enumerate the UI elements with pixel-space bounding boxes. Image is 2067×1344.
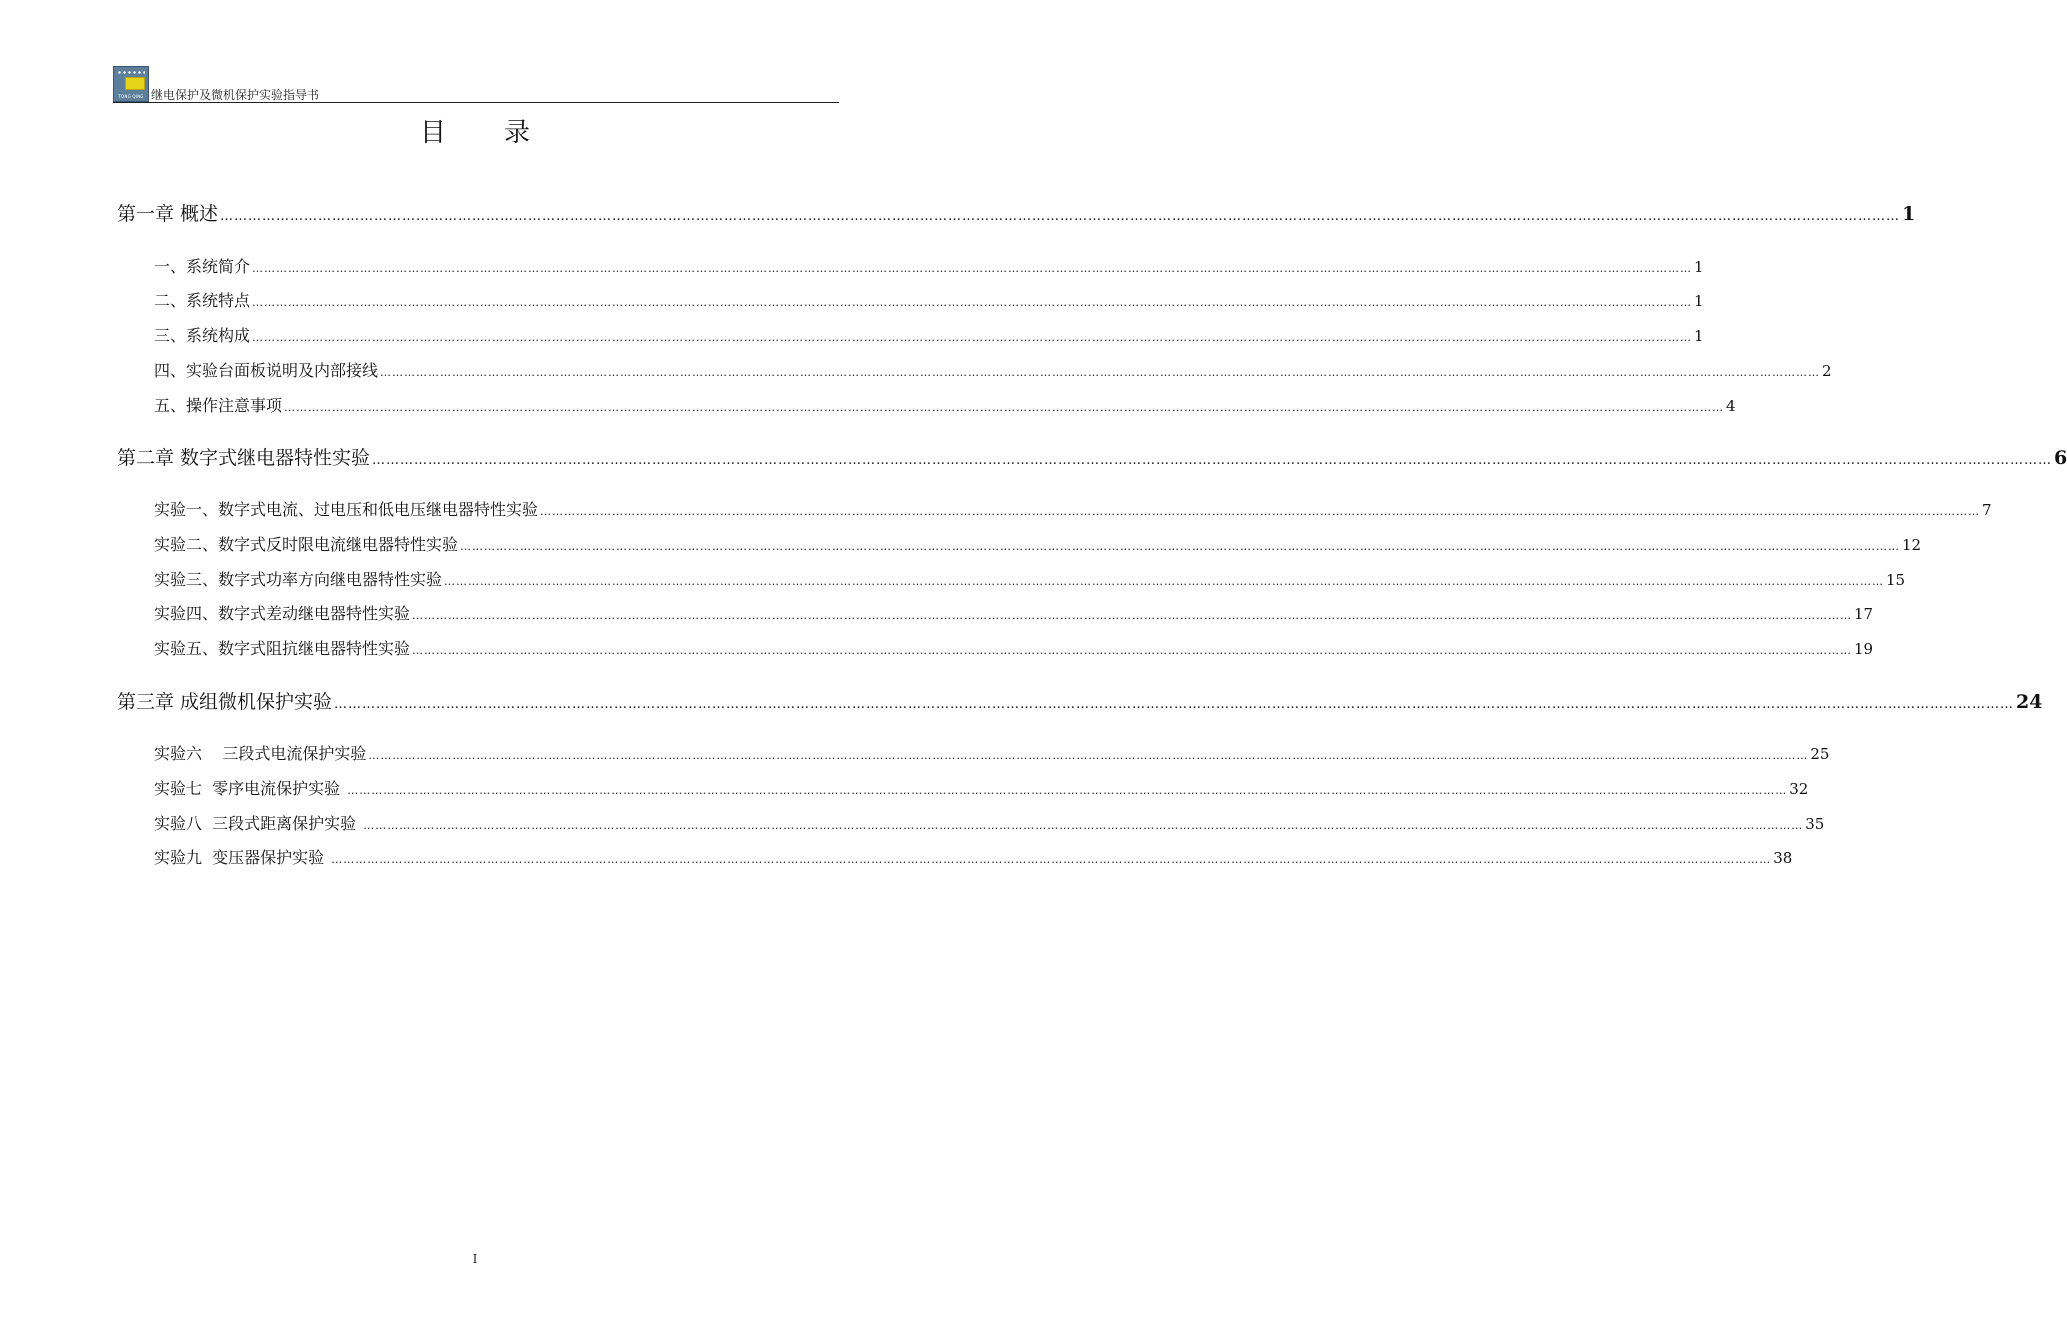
toc-page: 17: [1854, 605, 1874, 623]
toc-item[interactable]: [154, 497, 1992, 520]
toc-leader: ………………………………………………………………………………………………………………………………………………………………………………………………………………………………………………………………………………………………………………………………: [444, 575, 1885, 588]
toc-item[interactable]: [154, 845, 1793, 868]
toc-chapter-3[interactable]: [117, 687, 2043, 714]
toc-page: 32: [1789, 780, 1809, 798]
toc-label: 实验七 零序电流保护实验: [154, 779, 346, 798]
toc-leader: ………………………………………………………………………………………………………………………………………………………………………………………………………………………………………………………………………………………………………………………………: [412, 644, 1853, 657]
page-title: 目录: [419, 118, 588, 148]
toc-leader: ………………………………………………………………………………………………………………………………………………………………………………………………………………………………………………………………………………………………………………………………: [460, 540, 1901, 553]
toc-leader: ………………………………………………………………………………………………………………………………………………………………………………………………………………………………………………………………………………………………………………………………: [284, 401, 1725, 414]
toc-label: 实验一、数字式电流、过电压和低电压继电器特性实验: [154, 500, 539, 519]
toc-page: 35: [1805, 815, 1825, 833]
toc-label: 第二章 数字式继电器特性实验: [117, 447, 371, 469]
toc-page: 1: [1694, 258, 1704, 276]
page-number: I: [472, 1252, 478, 1266]
toc-item[interactable]: [154, 532, 1922, 555]
toc-item[interactable]: [154, 323, 1704, 346]
toc-item[interactable]: [154, 636, 1874, 659]
toc-page: 6: [2054, 447, 2067, 469]
header-title: 继电保护及微机保护实验指导书: [151, 88, 320, 102]
toc-page: 15: [1886, 571, 1906, 589]
logo-text: TONG QING: [118, 94, 144, 99]
toc-page: 4: [1726, 397, 1736, 415]
toc-label: 实验二、数字式反时限电流继电器特性实验: [154, 535, 459, 554]
header-divider: [113, 102, 839, 103]
toc-page: 38: [1773, 849, 1793, 867]
toc-leader: ………………………………………………………………………………………………………………………………………………………………………………………………………………………………………………………………………………………………………………………………: [372, 453, 2053, 468]
toc-chapter-1[interactable]: [117, 199, 1916, 226]
toc-item[interactable]: [154, 254, 1704, 277]
toc-label: 实验三、数字式功率方向继电器特性实验: [154, 570, 443, 589]
toc-page: 2: [1822, 362, 1832, 380]
toc-page: 19: [1854, 640, 1874, 658]
toc-label: 实验五、数字式阻抗继电器特性实验: [154, 639, 411, 658]
toc-item[interactable]: [154, 776, 1809, 799]
toc-page: 7: [1982, 501, 1992, 519]
toc-label: 第一章 概述: [117, 203, 219, 225]
toc-page: 1: [1694, 327, 1704, 345]
toc-leader: ………………………………………………………………………………………………………………………………………………………………………………………………………………………………………………………………………………………………………………………………: [368, 749, 1809, 762]
toc-label: 实验八 三段式距离保护实验: [154, 814, 362, 833]
toc-page: 1: [1902, 203, 1916, 225]
toc-label: 实验六 三段式电流保护实验: [154, 744, 367, 763]
toc-leader: ………………………………………………………………………………………………………………………………………………………………………………………………………………………………………………………………………………………………………………………………: [331, 853, 1772, 866]
toc-item[interactable]: [154, 288, 1704, 311]
toc-item[interactable]: [154, 358, 1832, 381]
toc-label: 实验九 变压器保护实验: [154, 848, 330, 867]
tongqing-logo-icon: [113, 66, 149, 102]
toc-page: 12: [1902, 536, 1922, 554]
toc-leader: ………………………………………………………………………………………………………………………………………………………………………………………………………………………………………………………………………………………………………………………………: [252, 296, 1693, 309]
toc-item[interactable]: [154, 811, 1825, 834]
toc-leader: ………………………………………………………………………………………………………………………………………………………………………………………………………………………………………………………………………………………………………………………………: [252, 262, 1693, 275]
toc-leader: ………………………………………………………………………………………………………………………………………………………………………………………………………………………………………………………………………………………………………………………………: [334, 697, 2015, 712]
toc-leader: ………………………………………………………………………………………………………………………………………………………………………………………………………………………………………………………………………………………………………………………………: [363, 819, 1804, 832]
toc-chapter-2[interactable]: [117, 443, 2067, 470]
toc-leader: ………………………………………………………………………………………………………………………………………………………………………………………………………………………………………………………………………………………………………………………………: [220, 209, 1901, 224]
toc-item[interactable]: [154, 567, 1906, 590]
toc-leader: ………………………………………………………………………………………………………………………………………………………………………………………………………………………………………………………………………………………………………………………………: [412, 609, 1853, 622]
toc-label: 实验四、数字式差动继电器特性实验: [154, 604, 411, 623]
toc-leader: ………………………………………………………………………………………………………………………………………………………………………………………………………………………………………………………………………………………………………………………………: [540, 505, 1981, 518]
toc-item[interactable]: [154, 741, 1830, 764]
toc-page: 24: [2016, 691, 2043, 713]
toc-page: 1: [1694, 292, 1704, 310]
page-header: [113, 66, 839, 104]
toc-item[interactable]: [154, 393, 1736, 416]
toc-label: 五、操作注意事项: [154, 396, 283, 415]
toc-item[interactable]: [154, 601, 1874, 624]
toc-label: 一、系统简介: [154, 257, 251, 276]
toc-leader: ………………………………………………………………………………………………………………………………………………………………………………………………………………………………………………………………………………………………………………………………: [252, 331, 1693, 344]
toc-page: 25: [1810, 745, 1830, 763]
toc-label: 三、系统构成: [154, 326, 251, 345]
toc-label: 四、实验台面板说明及内部接线: [154, 361, 379, 380]
toc-leader: ………………………………………………………………………………………………………………………………………………………………………………………………………………………………………………………………………………………………………………………………: [347, 784, 1788, 797]
toc-label: 二、系统特点: [154, 291, 251, 310]
toc-leader: ………………………………………………………………………………………………………………………………………………………………………………………………………………………………………………………………………………………………………………………………: [380, 366, 1821, 379]
toc-label: 第三章 成组微机保护实验: [117, 691, 333, 713]
